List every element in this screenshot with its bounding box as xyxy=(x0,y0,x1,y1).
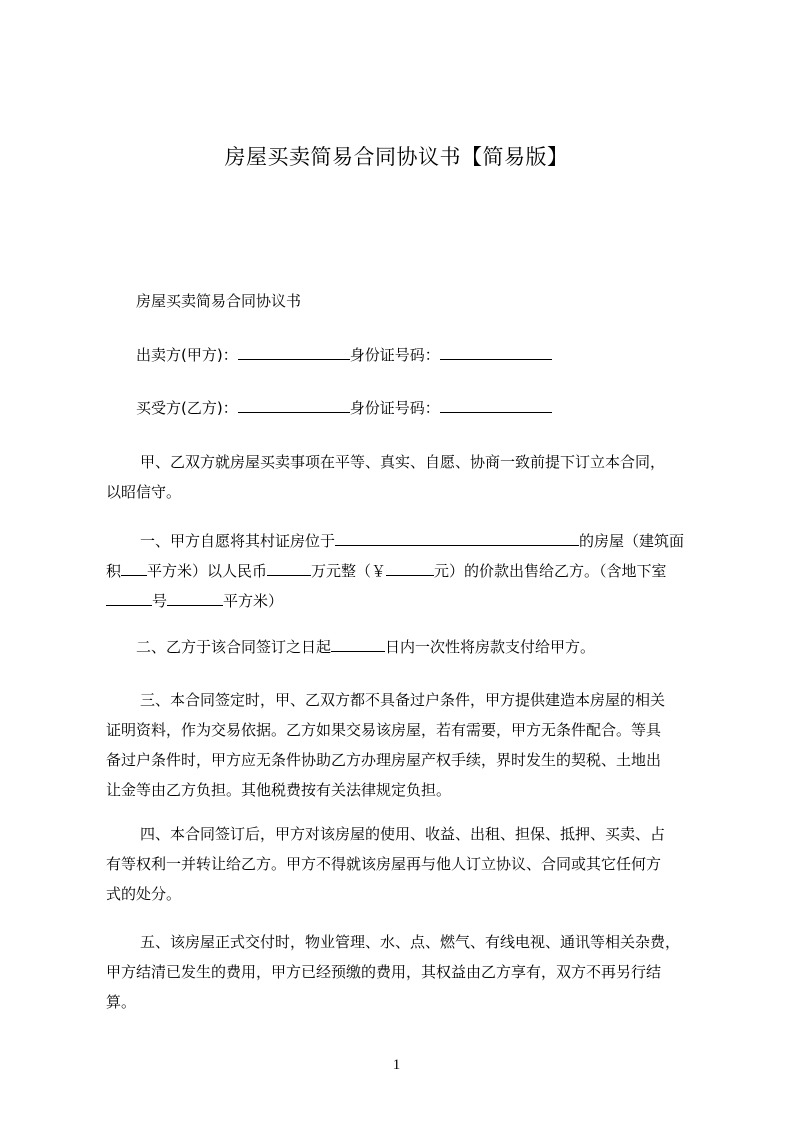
clause-1-text-g: 号 xyxy=(152,592,168,610)
clause-2-line-1 xyxy=(106,632,716,662)
clause-4-line-1: 四、本合同签订后，甲方对该房屋的使用、收益、出租、担保、抵押、买卖、占 xyxy=(140,825,666,843)
clause-1-text-f: 元）的价款出售给乙方。（含地下室 xyxy=(434,562,667,580)
seller-label: 出卖方(甲方)： xyxy=(136,346,238,364)
clause-1-line-1 xyxy=(106,526,716,556)
price-wan-blank xyxy=(267,561,311,576)
clause-4-line-3: 式的处分。 xyxy=(106,885,182,903)
buyer-name-blank xyxy=(238,398,350,413)
basement-number-blank xyxy=(106,591,152,606)
clause-1-text-c: 积 xyxy=(106,562,122,580)
intro-line-1: 甲、乙双方就房屋买卖事项在平等、真实、自愿、协商一致前提下订立本合同， xyxy=(140,453,666,471)
price-yuan-blank xyxy=(386,561,434,576)
clause-1-text-h: 平方米） xyxy=(223,592,284,610)
property-location-blank xyxy=(335,531,579,546)
clause-1-text-a: 一、甲方自愿将其村证房位于 xyxy=(140,532,336,550)
basement-area-blank xyxy=(167,591,223,606)
clause-1-line-3 xyxy=(106,586,716,616)
clause-3-line-3: 备过户条件时，甲方应无条件协助乙方办理房屋产权手续，界时发生的契税、土地出 xyxy=(106,751,662,769)
area-blank xyxy=(121,561,147,576)
clause-3 xyxy=(106,685,716,805)
seller-name-blank xyxy=(238,345,350,360)
clause-3-line-4: 让金等由乙方负担。其他税费按有关法律规定负担。 xyxy=(106,781,452,799)
seller-line xyxy=(136,340,552,370)
clause-2-text-b: 日内一次性将房款支付给甲方。 xyxy=(385,638,596,656)
buyer-line xyxy=(136,393,552,423)
clause-3-line-2: 证明资料，作为交易依据。乙方如果交易该房屋，若有需要，甲方无条件配合。等具 xyxy=(106,721,662,739)
payment-days-blank xyxy=(331,637,385,652)
seller-id-label: 身份证号码： xyxy=(349,346,440,364)
clause-5-line-3: 算。 xyxy=(106,993,137,1011)
clause-2-text-a: 二、乙方于该合同签订之日起 xyxy=(136,638,332,656)
clause-1-text-b: 的房屋（建筑面 xyxy=(579,532,685,550)
buyer-label: 买受方(乙方)： xyxy=(136,399,238,417)
document-title: 房屋买卖简易合同协议书【简易版】 xyxy=(224,145,569,169)
clause-2 xyxy=(106,632,716,662)
clause-5-line-1: 五、该房屋正式交付时，物业管理、水、点、燃气、有线电视、通讯等相关杂费， xyxy=(140,933,681,951)
page-number: 1 xyxy=(392,1057,401,1073)
clause-1-line-2 xyxy=(106,556,716,586)
buyer-id-label: 身份证号码： xyxy=(349,399,440,417)
document-subtitle: 房屋买卖简易合同协议书 xyxy=(136,292,302,310)
clause-3-line-1: 三、本合同签定时，甲、乙双方都不具备过户条件，甲方提供建造本房屋的相关 xyxy=(140,691,666,709)
seller-id-blank xyxy=(440,345,552,360)
clause-5-line-2: 甲方结清已发生的费用，甲方已经预缴的费用，其权益由乙方享有，双方不再另行结 xyxy=(106,963,662,981)
clause-4-line-2: 有等权利一并转让给乙方。甲方不得就该房屋再与他人订立协议、合同或其它任何方 xyxy=(106,855,662,873)
intro-paragraph xyxy=(106,447,716,507)
clause-1-text-e: 万元整（￥ xyxy=(311,562,387,580)
clause-1 xyxy=(106,526,716,616)
clause-4 xyxy=(106,819,716,909)
clause-5 xyxy=(106,927,716,1017)
clause-1-text-d: 平方米）以人民币 xyxy=(147,562,268,580)
buyer-id-blank xyxy=(440,398,552,413)
intro-line-2: 以昭信守。 xyxy=(106,483,182,501)
